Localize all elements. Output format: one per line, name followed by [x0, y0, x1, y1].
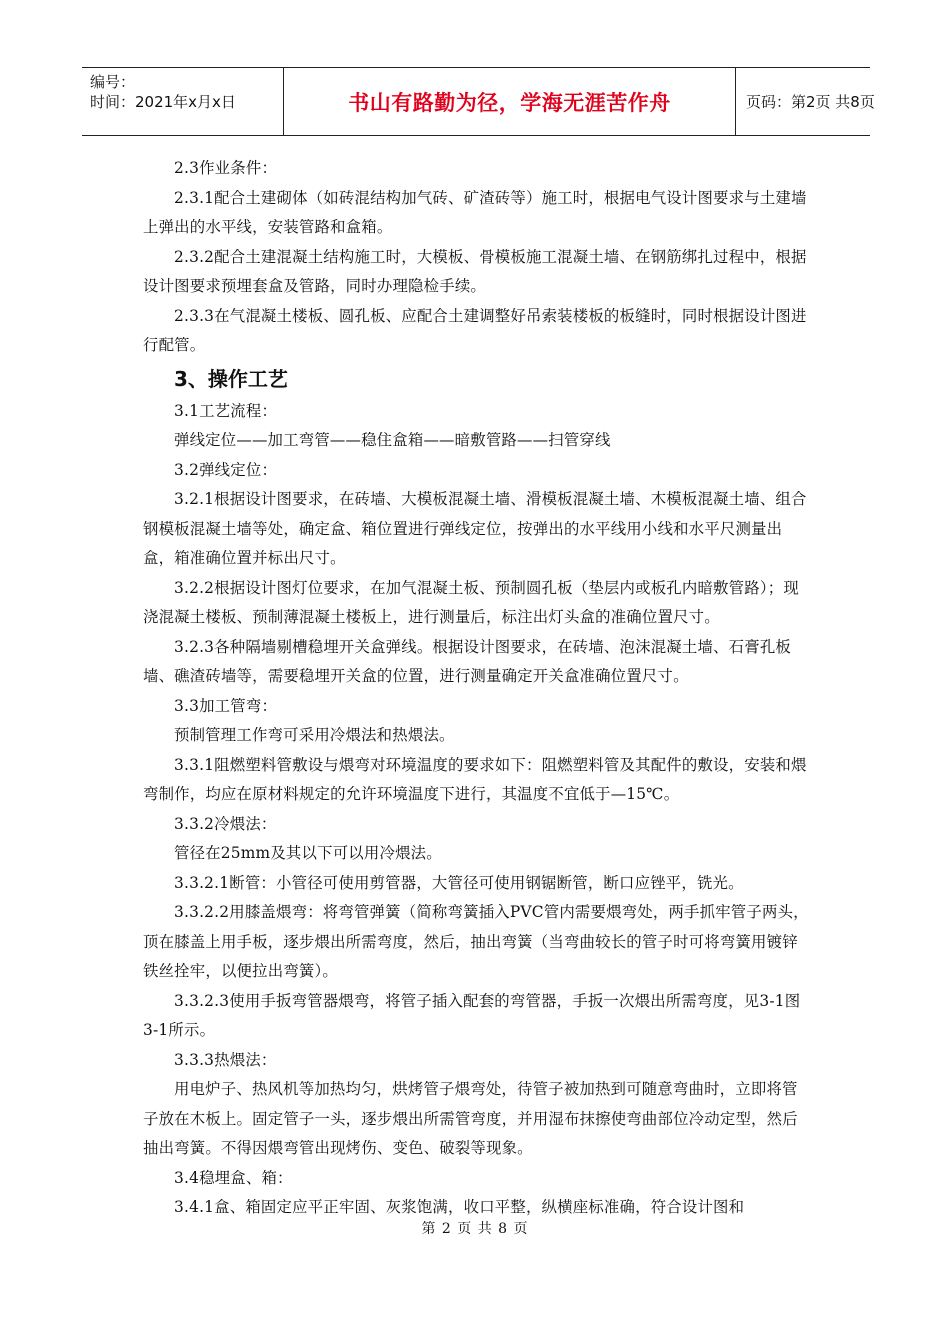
- paragraph: 3.3.2.2用膝盖煨弯：将弯管弹簧（简称弯簧插入PVC管内需要煨弯处，两手抓牢管子两头，顶在膝盖上用手板，逐步煨出所需弯度，然后，抽出弯簧（当弯曲较长的管子时可将弯簧用镀锌铁丝拴牢，以便拉出弯簧）。: [143, 903, 809, 980]
- page-footer: 第 2 页 共 8 页: [421, 1221, 529, 1237]
- paragraph: 2.3作业条件：: [174, 159, 278, 177]
- paragraph: 3.2.3各种隔墙剔槽稳埋开关盒弹线。根据设计图要求，在砖墙、泡沫混凝土墙、石膏孔板墙、礁渣砖墙等，需要稳埋开关盒的位置，进行测量确定开关盒准确位置尺寸。: [143, 637, 792, 685]
- document-body: [143, 154, 809, 1223]
- paragraph: 3.2.1根据设计图要求，在砖墙、大模板混凝土墙、滑模板混凝土墙、木模板混凝土墙、组合钢模板混凝土墙等处，确定盒、箱位置进行弹线定位，按弹出的水平线用小线和水平尺测量出盒，箱准确位置并标出尺寸。: [143, 490, 807, 567]
- header-page-info: 页码：第2页 共8页: [746, 93, 875, 111]
- paragraph: 3.3加工管弯：: [174, 696, 278, 715]
- paragraph: 弹线定位——加工弯管——稳住盒箱——暗敷管路——扫管穿线: [174, 431, 611, 449]
- document-time-label: 时间：2021年x月x日: [90, 93, 236, 111]
- paragraph: 2.3.3在气混凝土楼板、圆孔板、应配合土建调整好吊索装楼板的板缝时，同时根据设计图进行配管。: [143, 306, 807, 354]
- header-motto: 书山有路勤为径，学海无涯苦作舟: [284, 68, 736, 135]
- document-number-label: 编号：: [90, 73, 136, 91]
- paragraph: 3.4稳埋盒、箱：: [174, 1168, 293, 1187]
- paragraph: 用电炉子、热风机等加热均匀，烘烤管子煨弯处，待管子被加热到可随意弯曲时，立即将管子放在木板上。固定管子一头，逐步煨出所需管弯度，并用湿布抹擦使弯曲部位冷动定型，然后抽出弯簧。不得因煨弯管出现烤伤、变色、破裂等现象。: [143, 1080, 798, 1157]
- paragraph: 3.3.3热煨法：: [174, 1050, 277, 1069]
- paragraph: 2.3.1配合土建砌体（如砖混结构加气砖、矿渣砖等）施工时，根据电气设计图要求与土建墙上弹出的水平线，安装管路和盒箱。: [143, 188, 807, 236]
- page-header: [82, 67, 875, 136]
- paragraph: 3.2弹线定位：: [174, 460, 278, 479]
- paragraph: 3.3.1阻燃塑料管敷设与煨弯对环境温度的要求如下：阻燃塑料管及其配件的敷设，安装和煨弯制作，均应在原材料规定的允许环境温度下进行，其温度不宜低于—15℃。: [143, 755, 807, 803]
- paragraph: 管径在25mm及其以下可以用冷煨法。: [174, 844, 442, 862]
- paragraph: 预制管理工作弯可采用冷煨法和热煨法。: [174, 726, 455, 744]
- paragraph: 3.2.2根据设计图灯位要求，在加气混凝土板、预制圆孔板（垫层内或板孔内暗敷管路）；现浇混凝土楼板、预制薄混凝土楼板上，进行测量后，标注出灯头盒的准确位置尺寸。: [143, 578, 799, 626]
- paragraph: 3.3.2冷煨法：: [174, 814, 277, 833]
- paragraph: 3.1工艺流程：: [174, 401, 278, 420]
- header-meta: [82, 68, 284, 135]
- paragraph: 3.4.1盒、箱固定应平正牢固、灰浆饱满，收口平整，纵横座标准确，符合设计图和: [174, 1198, 745, 1216]
- section-heading: 3、操作工艺: [174, 366, 288, 391]
- paragraph: 2.3.2配合土建混凝土结构施工时，大模板、骨模板施工混凝土墙、在钢筋绑扎过程中，根据设计图要求预埋套盒及管路，同时办理隐检手续。: [143, 247, 807, 295]
- paragraph: 3.3.2.1断管：小管径可使用剪管器，大管径可使用钢锯断管，断口应锉平，铣光。: [174, 873, 744, 892]
- paragraph: 3.3.2.3使用手扳弯管器煨弯，将管子插入配套的弯管器，手扳一次煨出所需弯度，见3-1图3-1所示。: [143, 991, 801, 1039]
